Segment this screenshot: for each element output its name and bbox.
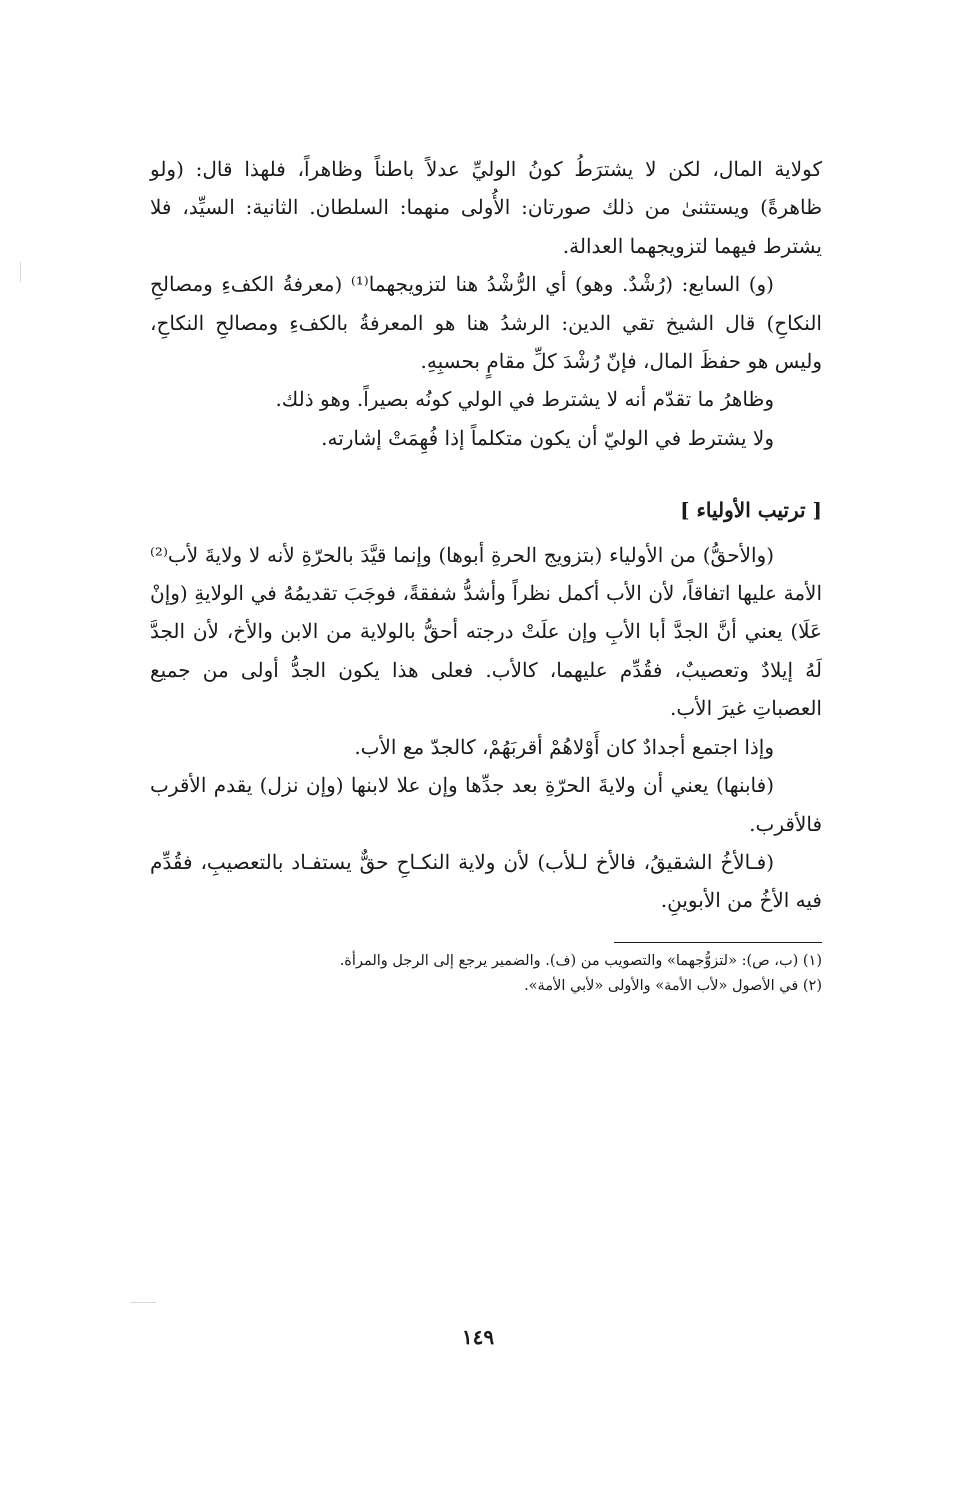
paragraph-speech: ولا يشترط في الوليّ أن يكون متكلماً إذا فُهِمَتْ إشارته. [321,425,774,450]
scan-artifact [130,1302,156,1303]
footnote-2: (٢) في الأصول «لأب الأمة» والأولى «لأبي الأمة». [524,977,822,994]
paragraph-seventh-condition: (و) السابع: (رُشْدٌ. وهو) أي الرُّشْدُ هنا لتزويجهما⁽¹⁾ (معرفةُ الكفءِ ومصالحِ النكاحِ) قال الشيخ تقي الدين: الرشدُ هنا هو المعرفةُ بالكفءِ ومصالحِ النكاحِ، وليس هو حفظَ المال، فإنّ رُشْدَ كلِّ مقامٍ بحسبِهِ. [150,272,822,374]
footnote-1: (١) (ب، ص): «لتزوُّجهما» والتصويب من (ف). والضمير يرجع إلى الرجل والمرأة. [339,952,822,969]
section-heading: [ ترتيب الأولياء ] [680,498,822,523]
paragraph-brother: (فـالأخُ الشقيقُ، فالأخ لـلأب) لأن ولاية النكـاحِ حقٌّ يستفـاد بالتعصيبِ، فقُدِّم فيه الأخُ من الأبوينِ. [150,849,822,913]
page-body [150,150,822,999]
scan-artifact [20,262,21,282]
paragraph-guardianship-justice: كولاية المال، لكن لا يشترَطُ كونُ الوليِّ عدلاً باطناً وظاهراً، فلهذا قال: (ولو ظاهرةً) ويستثنىٰ من ذلك صورتان: الأُولى منهما: السلطان. الثانية: السيِّد، فلا يشترط فيهما لتزويجهما العدالة. [150,157,822,258]
paragraph-most-entitled: (والأحقُّ) من الأولياء (بتزويج الحرةِ أبوها) وإنما قيَّدَ بالحرّةِ لأنه لا ولايةَ لأب⁽²⁾ الأمة عليها اتفاقاً، لأن الأب أكمل نظراً وأشدُّ شفقةً، فوجَبَ تقديمُهُ في الولايةِ (وإنْ عَلَا) يعني أنَّ الجدَّ أبا الأبِ وإن علَتْ درجته أحقُّ بالولاية من الابن والأخ، لأن الجدَّ لَهُ إيلادٌ وتعصيبٌ، فقُدِّم عليهما، كالأب. فعلى هذا يكون الجدُّ أولى من جميع العصباتِ غيرَ الأب. [150,542,822,721]
footnotes [150,949,822,999]
page-number: ١٤٩ [461,1325,495,1349]
paragraph-son: (فابنها) يعني أن ولايةَ الحرّةِ بعد جدِّها وإن علا لابنها (وإن نزل) يقدم الأقرب فالأقرب. [150,773,822,836]
footnote-divider [614,942,822,943]
paragraph-sight: وظاهرُ ما تقدّم أنه لا يشترط في الولي كونُه بصيراً. وهو ذلك. [275,387,774,412]
paragraph-grandfathers: وإذا اجتمع أجدادٌ كان أَوْلاهُمْ أقربَهُمْ، كالجدّ مع الأب. [354,734,774,759]
